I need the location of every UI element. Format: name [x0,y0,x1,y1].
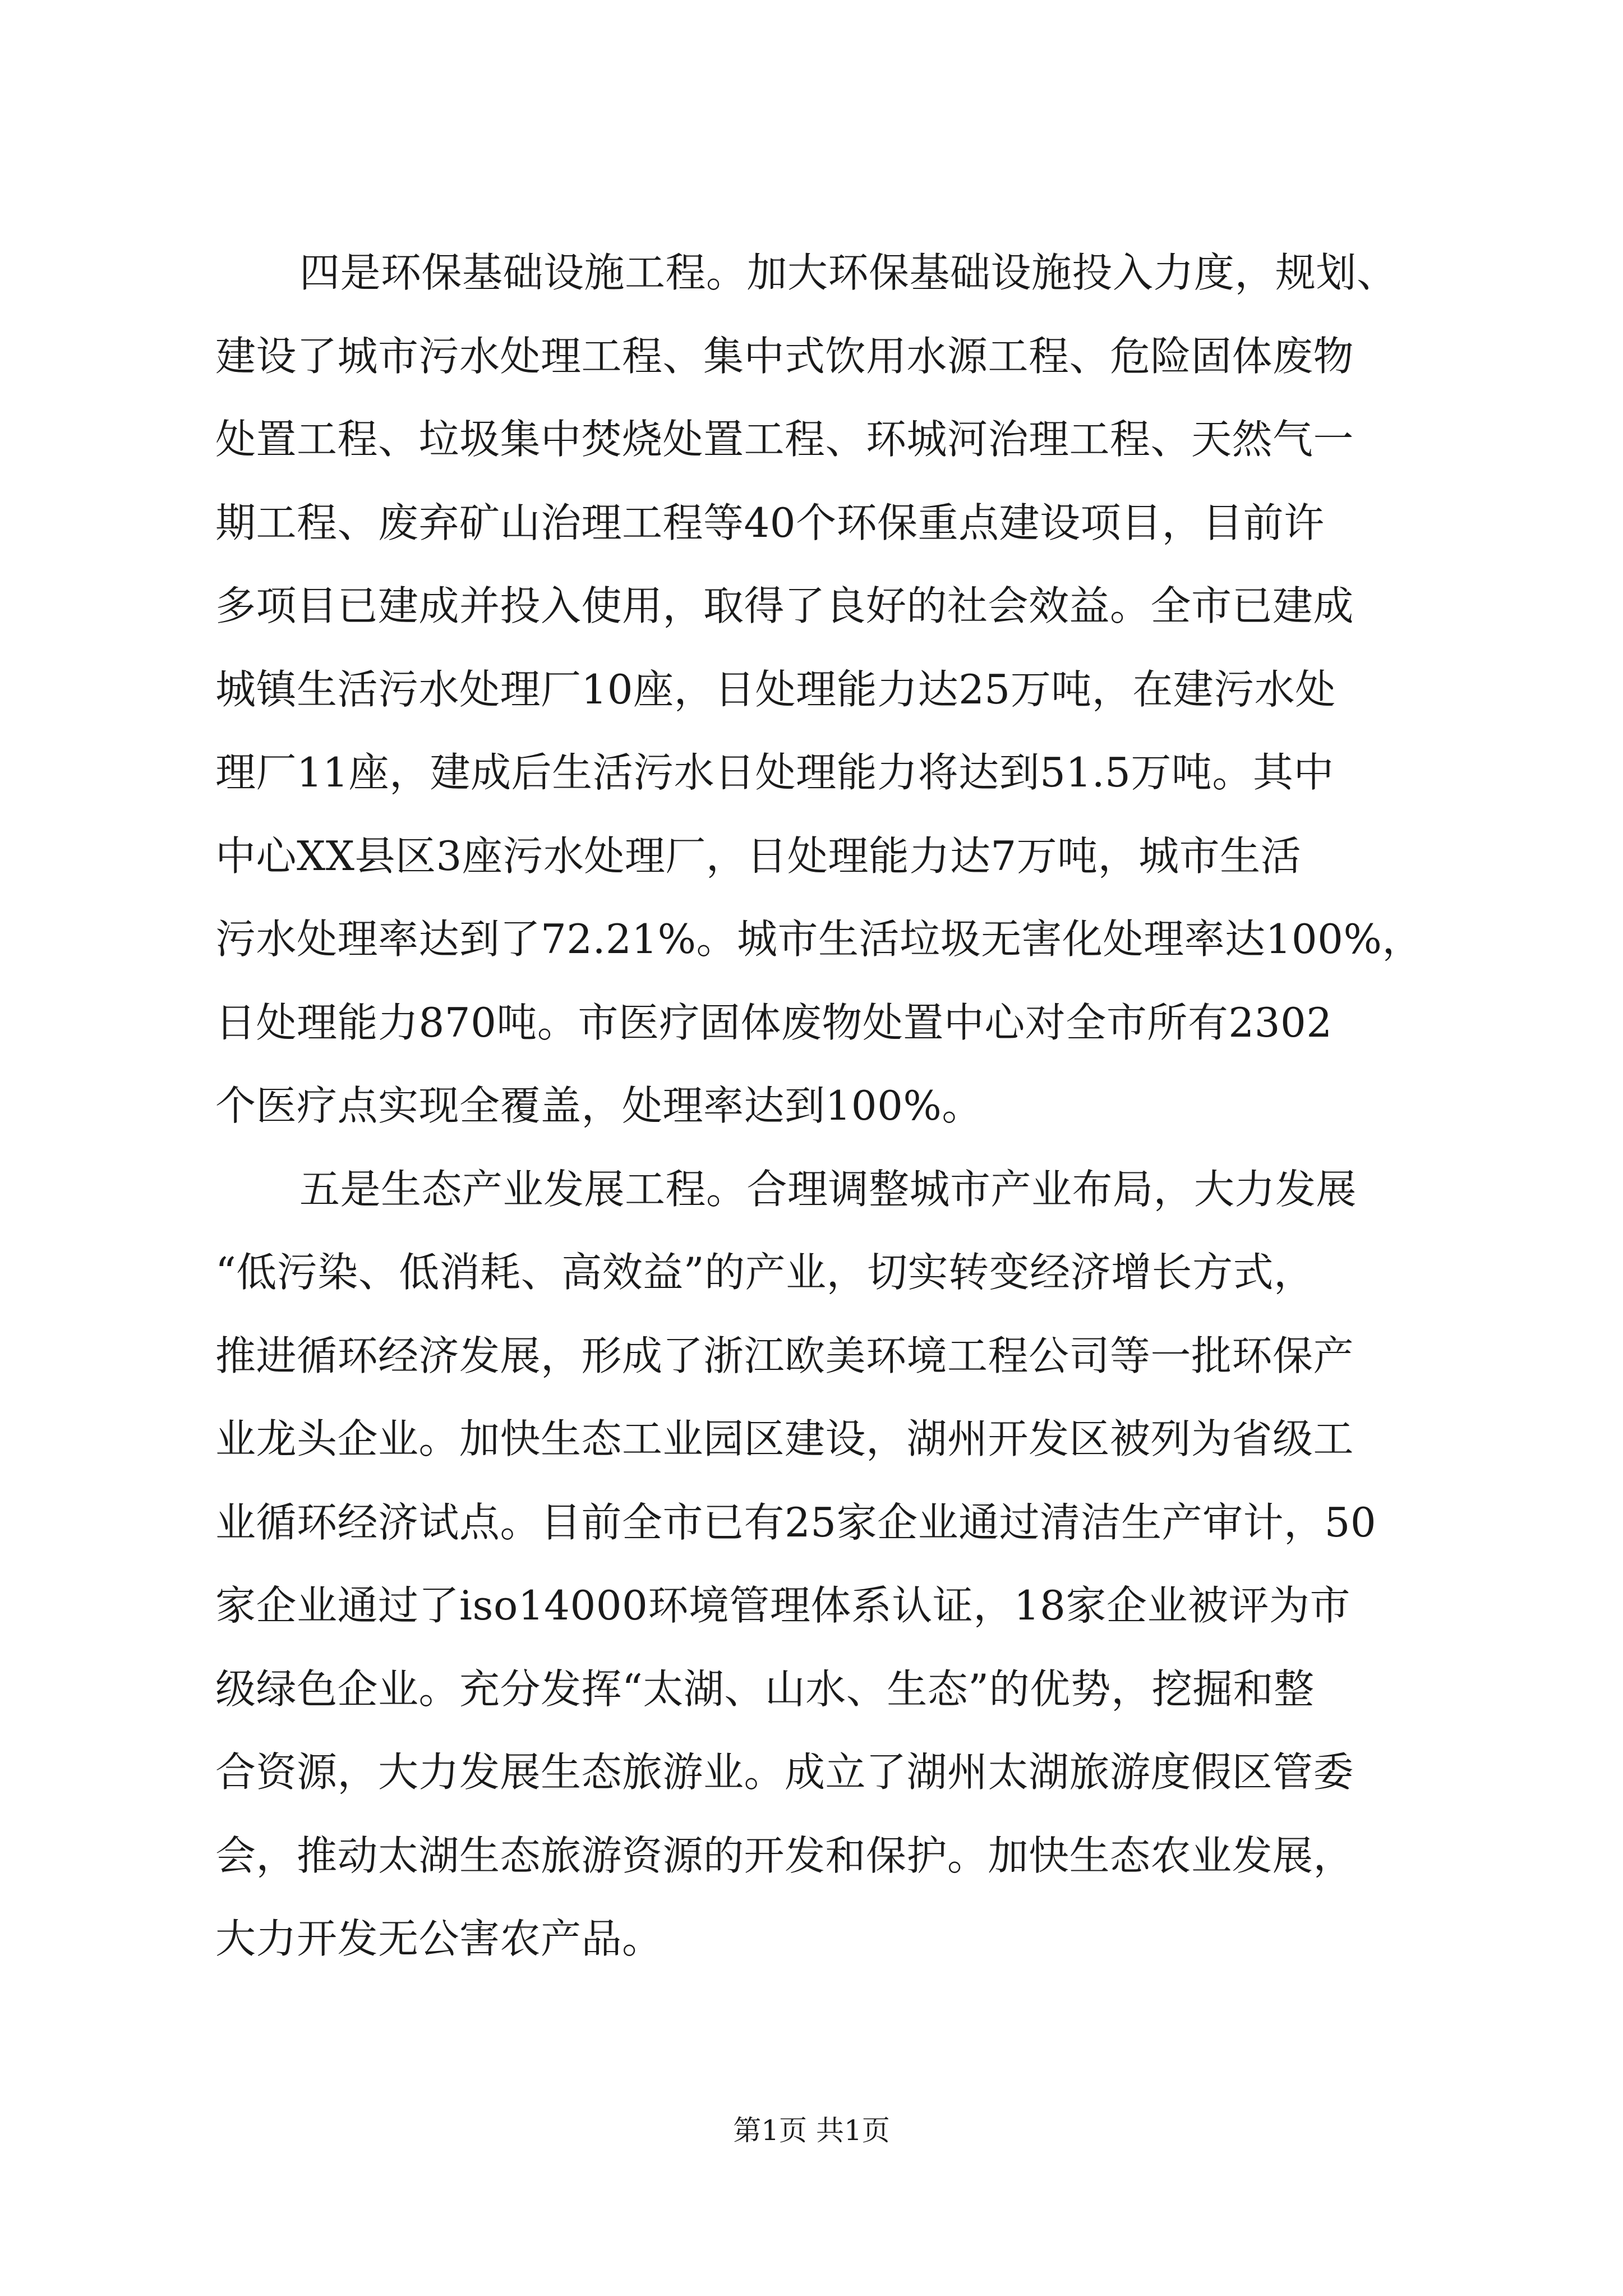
text-line: 建设了城市污水处理工程、集中式饮用水源工程、危险固体废物 [215,333,1354,380]
text-line: 四是环保基础设施工程。加大环保基础设施投入力度，规划、 [299,249,1398,296]
text-line: 理厂11座，建成后生活污水日处理能力将达到51.5万吨。其中 [215,749,1334,796]
text-line: 日处理能力870吨。市医疗固体废物处置中心对全市所有2302 [215,999,1332,1046]
page-footer: 第1页 共1页 [733,2114,890,2147]
text-line: 中心XX县区3座污水处理厂，日处理能力达7万吨，城市生活 [215,832,1302,880]
text-line: 大力开发无公害农产品。 [215,1915,663,1962]
text-line: 业循环经济试点。目前全市已有25家企业通过清洁生产审计，50 [215,1499,1377,1546]
text-line: 家企业通过了iso14000环境管理体系认证，18家企业被评为市 [215,1582,1350,1629]
text-line: 处置工程、垃圾集中焚烧处置工程、环城河治理工程、天然气一 [215,416,1354,463]
text-line: 个医疗点实现全覆盖，处理率达到100%。 [215,1082,983,1129]
text-line: 合资源，大力发展生态旅游业。成立了湖州太湖旅游度假区管委 [215,1749,1354,1796]
text-line: “低污染、低消耗、高效益”的产业，切实转变经济增长方式， [215,1249,1315,1296]
text-line: 污水处理率达到了72.21%。城市生活垃圾无害化处理率达100%， [215,915,1423,963]
text-line: 城镇生活污水处理厂10座，日处理能力达25万吨，在建污水处 [215,666,1336,713]
text-line: 推进循环经济发展，形成了浙江欧美环境工程公司等一批环保产 [215,1332,1354,1379]
text-line: 五是生态产业发展工程。合理调整城市产业布局，大力发展 [299,1166,1357,1213]
text-line: 会，推动太湖生态旅游资源的开发和保护。加快生态农业发展， [215,1832,1354,1879]
text-line: 多项目已建成并投入使用，取得了良好的社会效益。全市已建成 [215,582,1354,629]
text-line: 业龙头企业。加快生态工业园区建设，湖州开发区被列为省级工 [215,1415,1354,1462]
text-line: 级绿色企业。充分发挥“太湖、山水、生态”的优势，挖掘和整 [215,1665,1315,1713]
text-line: 期工程、废弃矿山治理工程等40个环保重点建设项目，目前许 [215,499,1325,546]
